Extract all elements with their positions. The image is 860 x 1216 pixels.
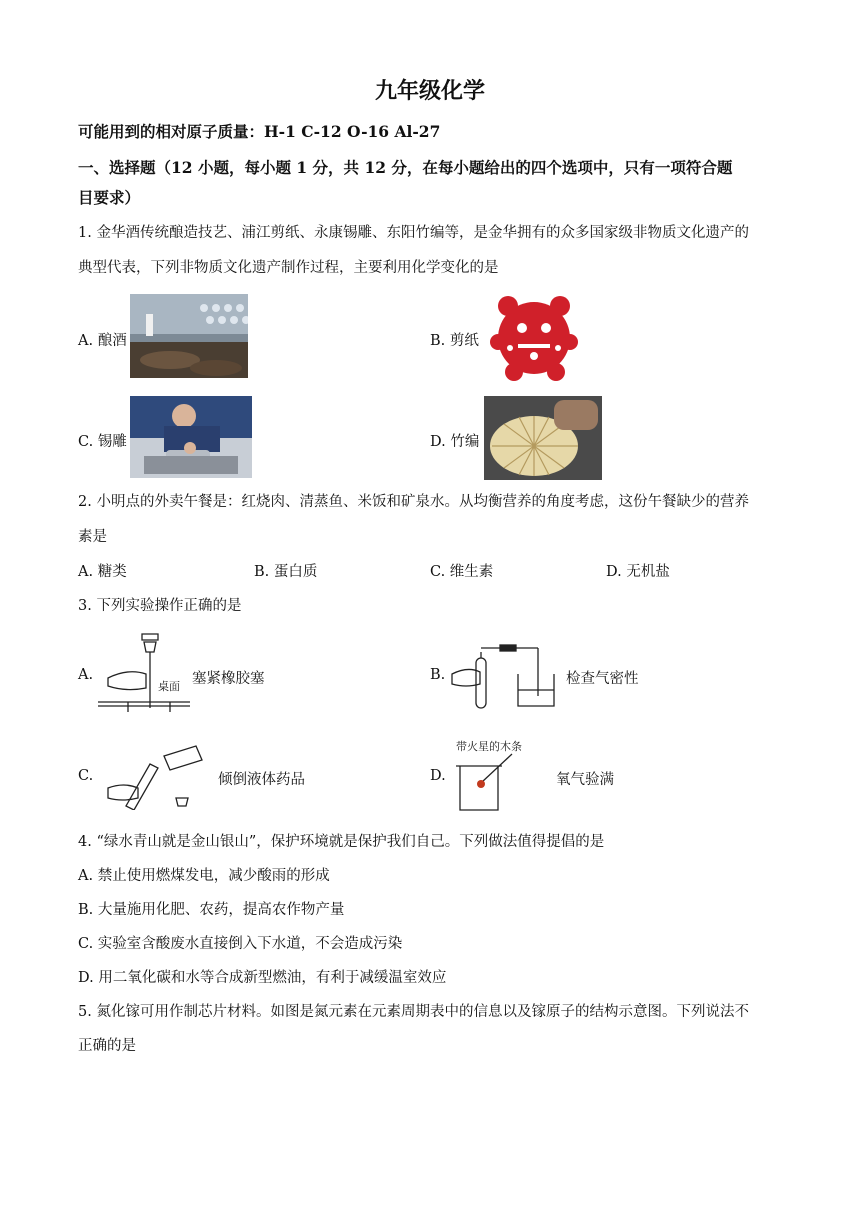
q1-option-d: D. 竹编 [430, 434, 480, 450]
q5-stem-line2: 正确的是 [78, 1038, 136, 1054]
page-title: 九年级化学 [374, 78, 485, 104]
q1-option-c: C. 锡雕 [78, 434, 127, 450]
q5-stem-line1: 5. 氮化镓可用作制芯片材料。如图是氮元素在元素周期表中的信息以及镓原子的结构示意图。下列说法不 [78, 1004, 749, 1020]
brewing-photo [130, 294, 248, 378]
q4-option-c: C. 实验室含酸废水直接倒入下水道，不会造成污染 [78, 936, 403, 952]
q3-stem: 3. 下列实验操作正确的是 [78, 598, 242, 614]
stopper-pressing-figure [98, 630, 190, 712]
pouring-liquid-figure [104, 740, 212, 810]
q4-stem: 4. “绿水青山就是金山银山”，保护环境就是保护我们自己。下列做法值得提倡的是 [78, 834, 605, 850]
q2-stem-line2: 素是 [78, 529, 107, 545]
bamboo-weaving-photo [484, 396, 602, 480]
q1-stem-line2: 典型代表，下列非物质文化遗产制作过程，主要利用化学变化的是 [78, 260, 499, 276]
tin-carving-photo [130, 396, 252, 478]
desk-label: 桌面 [158, 680, 180, 693]
q4-option-a: A. 禁止使用燃煤发电，减少酸雨的形成 [78, 868, 330, 884]
section-heading-line1: 一、选择题（12 小题，每小题 1 分，共 12 分，在每小题给出的四个选项中，只有一项符合题 [78, 158, 733, 177]
q2-stem-line1: 2. 小明点的外卖午餐是：红烧肉、清蒸鱼、米饭和矿泉水。从均衡营养的角度考虑，这份午餐缺少的营养 [78, 494, 749, 510]
q4-option-b: B. 大量施用化肥、农药，提高农作物产量 [78, 902, 345, 918]
q3-option-c-caption: 倾倒液体药品 [218, 772, 305, 788]
atomic-masses: 可能用到的相对原子质量：H-1 C-12 O-16 Al-27 [78, 122, 441, 141]
q1-option-b: B. 剪纸 [430, 333, 479, 349]
q3-option-d-caption: 氧气验满 [556, 772, 614, 788]
q3-option-c-letter: C. [78, 768, 94, 784]
papercut-image [488, 292, 580, 382]
oxygen-test-figure [452, 738, 556, 814]
q2-option-a: A. 糖类 [78, 564, 127, 580]
q3-option-b-caption: 检查气密性 [566, 671, 639, 687]
q2-option-b: B. 蛋白质 [254, 564, 318, 580]
q1-stem-line1: 1. 金华酒传统酿造技艺、浦江剪纸、永康锡雕、东阳竹编等，是金华拥有的众多国家级非物质文化遗产的 [78, 225, 749, 241]
q3-option-a-letter: A. [78, 667, 94, 683]
q1-option-a: A. 酿酒 [78, 333, 127, 349]
q3-option-d-letter: D. [430, 768, 446, 784]
section-heading-line2: 目要求） [78, 188, 141, 207]
glowing-splint-label: 带火星的木条 [456, 740, 522, 753]
q2-option-d: D. 无机盐 [606, 564, 670, 580]
q4-option-d: D. 用二氧化碳和水等合成新型燃油，有利于减缓温室效应 [78, 970, 447, 986]
q3-option-a-caption: 塞紧橡胶塞 [192, 671, 265, 687]
airtightness-figure [450, 644, 560, 710]
q3-option-b-letter: B. [430, 667, 446, 683]
q2-option-c: C. 维生素 [430, 564, 494, 580]
